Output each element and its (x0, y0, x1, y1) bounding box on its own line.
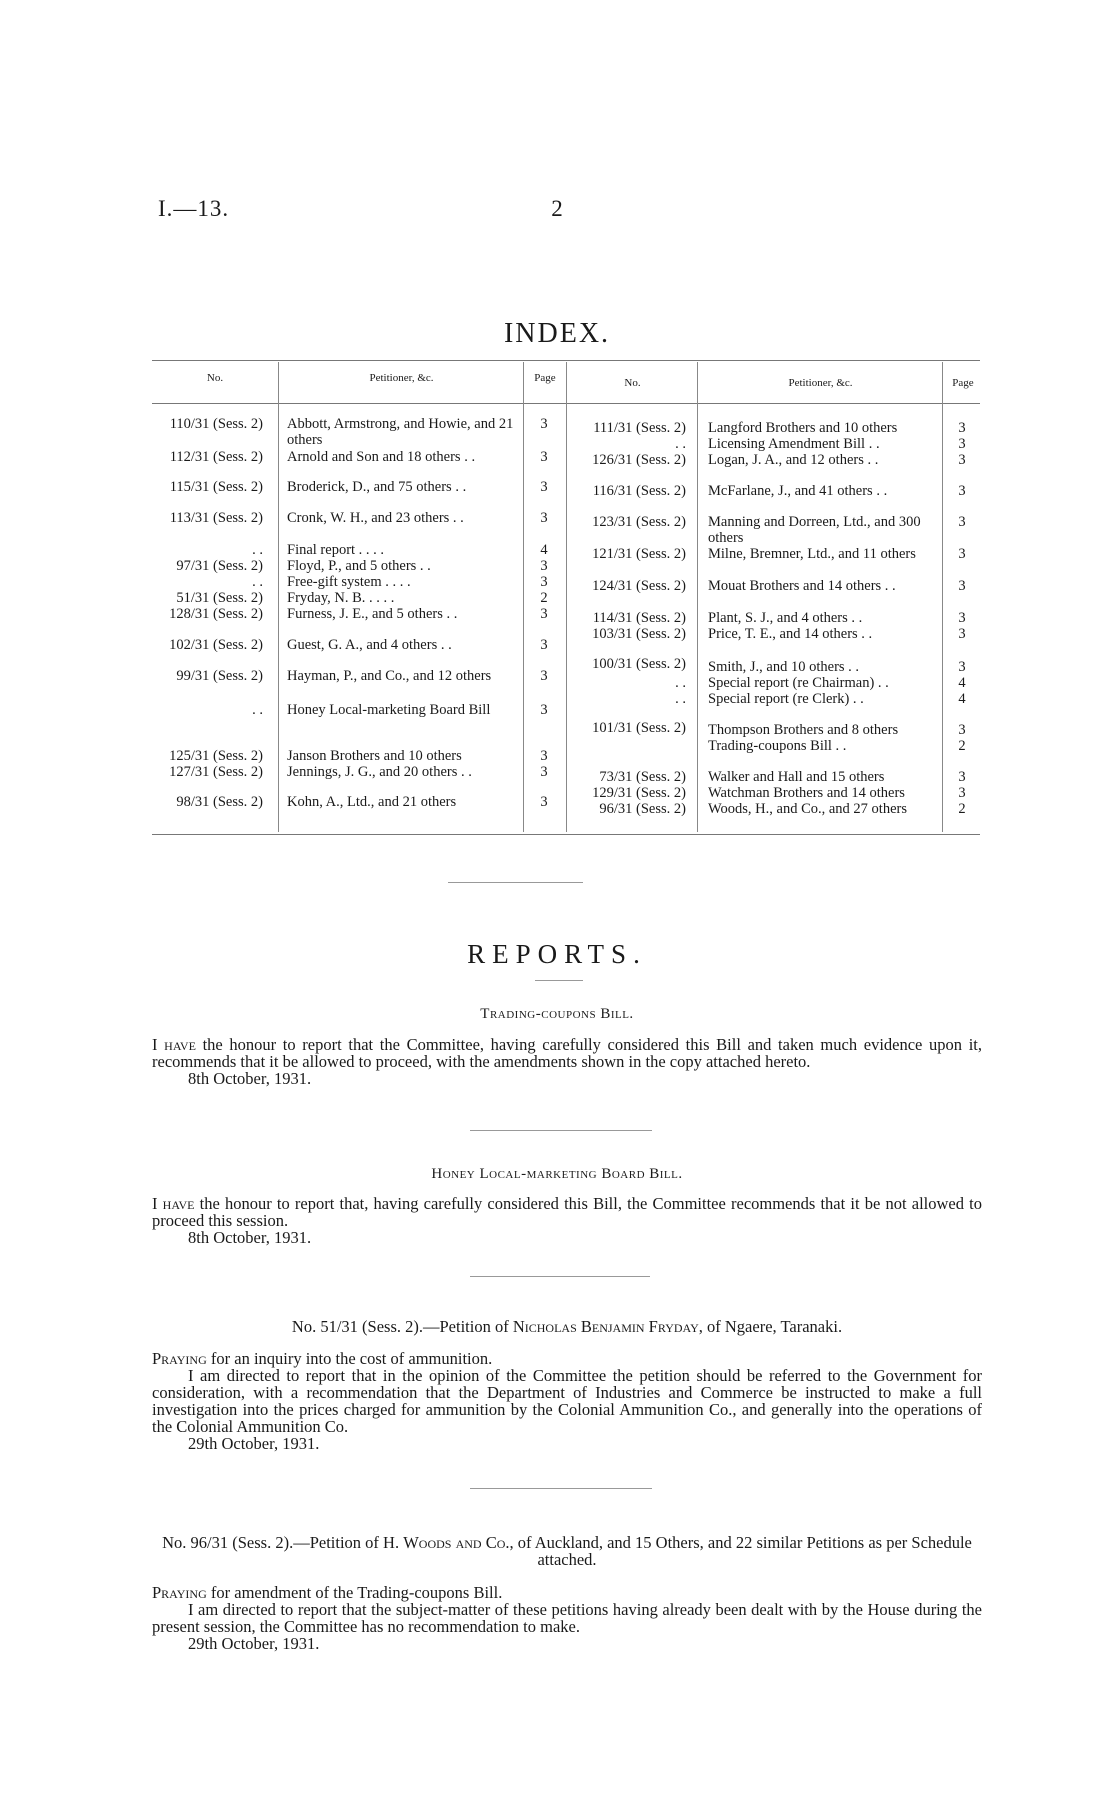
row-no: . . (252, 574, 263, 590)
row-petitioner: Smith, J., and 10 others . . (708, 659, 860, 675)
row-no: 101/31 (Sess. 2) (592, 720, 686, 736)
petitioner-name: Nicholas Benjamin Fryday (512, 1317, 699, 1336)
table-top-rule (152, 360, 980, 361)
lead-words: I have (152, 1035, 196, 1054)
heading-prefix: No. 51/31 (Sess. 2).—Petition of (291, 1317, 513, 1336)
col-header-page-right: Page (952, 377, 974, 389)
row-page: 2 (958, 801, 966, 817)
row-no: . . (252, 542, 263, 558)
lead-words: Praying (152, 1583, 207, 1602)
row-petitioner: Fryday, N. B. . . . . (287, 590, 395, 606)
row-petitioner: Free-gift system . . . . (287, 574, 411, 590)
row-petitioner: Special report (re Chairman) . . (708, 675, 889, 691)
row-petitioner: Plant, S. J., and 4 others . . (708, 610, 863, 626)
row-page: 3 (958, 452, 966, 468)
heading-prefix: No. 96/31 (Sess. 2).—Petition of H. (162, 1533, 404, 1552)
row-petitioner: Licensing Amendment Bill . . (708, 436, 880, 452)
row-petitioner: Arnold and Son and 18 others . . (287, 449, 476, 465)
row-petitioner: Mouat Brothers and 14 others . . (708, 578, 896, 594)
row-no: 123/31 (Sess. 2) (592, 514, 686, 530)
lead-words: Praying (152, 1349, 207, 1368)
row-page: 3 (540, 606, 548, 622)
row-no: 99/31 (Sess. 2) (176, 668, 263, 684)
section-divider (470, 1130, 652, 1131)
section-divider (470, 1276, 650, 1277)
col-divider (697, 362, 698, 832)
row-page: 3 (540, 748, 548, 764)
row-no: 98/31 (Sess. 2) (176, 794, 263, 810)
row-page: 3 (540, 574, 548, 590)
row-page: 3 (540, 794, 548, 810)
row-page: 3 (958, 578, 966, 594)
row-no: 113/31 (Sess. 2) (169, 510, 263, 526)
row-petitioner: Hayman, P., and Co., and 12 others (287, 668, 492, 684)
report-body: I am directed to report that the subject-matter of these petitions having already been dealt with by the House during the present session, the Committee has no recommendation to make. (152, 1600, 982, 1636)
row-no: 128/31 (Sess. 2) (169, 606, 263, 622)
heading-suffix: , of Ngaere, Taranaki. (698, 1317, 843, 1336)
report-date: 8th October, 1931. (188, 1228, 312, 1247)
row-petitioner: Trading-coupons Bill . . (708, 738, 847, 754)
heading-suffix: , of Auckland, and 15 Others, and 22 similar Petitions as per Schedule attached. (509, 1533, 972, 1569)
report-date: 8th October, 1931. (188, 1069, 312, 1088)
row-page: 3 (958, 659, 966, 675)
fryday-petition-report (152, 1350, 982, 1452)
row-petitioner: Woods, H., and Co., and 27 others (708, 801, 907, 817)
row-petitioner: McFarlane, J., and 41 others . . (708, 483, 888, 499)
col-divider (942, 362, 943, 832)
report-date: 29th October, 1931. (188, 1634, 320, 1653)
row-petitioner: Thompson Brothers and 8 others (708, 722, 899, 738)
row-page: 3 (958, 769, 966, 785)
row-page: 3 (540, 637, 548, 653)
trading-coupons-report (152, 1036, 982, 1087)
row-petitioner: Special report (re Clerk) . . (708, 691, 864, 707)
title-underline (535, 980, 583, 981)
row-page: 2 (958, 738, 966, 754)
row-petitioner: Furness, J. E., and 5 others . . (287, 606, 458, 622)
row-petitioner: Jennings, J. G., and 20 others . . (287, 764, 472, 780)
col-divider (566, 362, 567, 832)
row-no: 51/31 (Sess. 2) (176, 590, 263, 606)
section-divider (470, 1488, 652, 1489)
row-no: 114/31 (Sess. 2) (592, 610, 686, 626)
col-header-no-left: No. (206, 372, 224, 384)
row-no: 96/31 (Sess. 2) (599, 801, 686, 817)
row-petitioner: Kohn, A., Ltd., and 21 others (287, 794, 457, 810)
row-page: 3 (540, 510, 548, 526)
row-page: 3 (540, 702, 548, 718)
col-header-page-left: Page (534, 372, 556, 384)
index-title: INDEX. (503, 318, 611, 349)
table-bottom-rule (152, 834, 980, 835)
row-petitioner: Manning and Dorreen, Ltd., and 300 others (708, 514, 921, 546)
row-page: 3 (958, 722, 966, 738)
row-no: . . (675, 675, 686, 691)
row-petitioner: Milne, Bremner, Ltd., and 11 others (708, 546, 916, 562)
row-page: 4 (958, 675, 966, 691)
row-petitioner: Langford Brothers and 10 others (708, 420, 898, 436)
row-no: 103/31 (Sess. 2) (592, 626, 686, 642)
row-page: 4 (540, 542, 548, 558)
row-petitioner: Guest, G. A., and 4 others . . (287, 637, 452, 653)
document-reference: I.—13. (158, 196, 230, 221)
row-petitioner: Price, T. E., and 14 others . . (708, 626, 873, 642)
row-no: 102/31 (Sess. 2) (169, 637, 263, 653)
row-no: 115/31 (Sess. 2) (169, 479, 263, 495)
row-petitioner: Logan, J. A., and 12 others . . (708, 452, 879, 468)
row-page: 3 (540, 764, 548, 780)
row-petitioner: Watchman Brothers and 14 others (708, 785, 905, 801)
row-page: 3 (540, 449, 548, 465)
row-no: 111/31 (Sess. 2) (593, 420, 686, 436)
row-petitioner: Cronk, W. H., and 23 others . . (287, 510, 464, 526)
row-page: 3 (958, 420, 966, 436)
report-body: I am directed to report that in the opinion of the Committee the petition should be referred to the Government for consideration, with a recommendation that the Department of Industries and Commerce be instructed to make a full investigation into the prices charged for ammunition by the Colonial Ammunition Co., and generally into the operations of the Colonial Ammunition Co. (152, 1366, 982, 1436)
row-no: 73/31 (Sess. 2) (599, 769, 686, 785)
row-petitioner: Honey Local-marketing Board Bill (287, 702, 491, 718)
col-header-petitioner-right: Petitioner, &c. (788, 377, 853, 389)
woods-petition-report (152, 1584, 982, 1652)
row-page: 3 (958, 436, 966, 452)
report-body: the honour to report that, having carefully considered this Bill, the Committee recommends that it be not allowed to proceed this session. (152, 1194, 983, 1230)
section-divider (448, 882, 583, 883)
page-number: 2 (551, 196, 563, 221)
row-no: 100/31 (Sess. 2) (592, 656, 686, 672)
row-no: . . (675, 436, 686, 452)
row-no: 126/31 (Sess. 2) (592, 452, 686, 468)
col-header-no-right: No. (624, 377, 641, 389)
row-no: 127/31 (Sess. 2) (169, 764, 263, 780)
petitioner-name: Woods and Co. (403, 1533, 510, 1552)
row-page: 2 (540, 590, 548, 606)
row-page: 3 (958, 483, 966, 499)
col-divider (523, 362, 524, 832)
col-divider (278, 362, 279, 832)
praying-text: for amendment of the Trading-coupons Bill. (206, 1583, 503, 1602)
col-header-petitioner-left: Petitioner, &c. (369, 372, 434, 384)
reports-title: REPORTS. (467, 939, 647, 969)
row-page: 3 (958, 546, 966, 562)
row-no: 129/31 (Sess. 2) (592, 785, 686, 801)
fryday-petition-heading (152, 1318, 982, 1335)
praying-text: for an inquiry into the cost of ammunition. (206, 1349, 493, 1368)
woods-petition-heading (152, 1534, 982, 1568)
row-page: 3 (540, 416, 548, 432)
row-page: 3 (540, 558, 548, 574)
row-petitioner: Broderick, D., and 75 others . . (287, 479, 467, 495)
row-petitioner: Abbott, Armstrong, and Howie, and 21 others (287, 416, 514, 448)
row-no: 110/31 (Sess. 2) (169, 416, 263, 432)
row-page: 3 (958, 514, 966, 530)
row-page: 3 (540, 668, 548, 684)
row-petitioner: Janson Brothers and 10 others (287, 748, 462, 764)
report-date: 29th October, 1931. (188, 1434, 320, 1453)
row-no: 125/31 (Sess. 2) (169, 748, 263, 764)
trading-coupons-heading: Trading-coupons Bill. (480, 1006, 634, 1022)
row-no: . . (675, 691, 686, 707)
row-no: 112/31 (Sess. 2) (169, 449, 263, 465)
row-page: 3 (958, 785, 966, 801)
row-page: 4 (958, 691, 966, 707)
honey-bill-report (152, 1195, 982, 1246)
row-petitioner: Walker and Hall and 15 others (708, 769, 885, 785)
row-page: 3 (540, 479, 548, 495)
row-petitioner: Final report . . . . (287, 542, 385, 558)
row-no: 124/31 (Sess. 2) (592, 578, 686, 594)
honey-bill-heading: Honey Local-marketing Board Bill. (431, 1166, 683, 1182)
row-no: 116/31 (Sess. 2) (592, 483, 686, 499)
row-page: 3 (958, 610, 966, 626)
row-page: 3 (958, 626, 966, 642)
row-no: 97/31 (Sess. 2) (176, 558, 263, 574)
row-no: 121/31 (Sess. 2) (592, 546, 686, 562)
row-petitioner: Floyd, P., and 5 others . . (287, 558, 431, 574)
lead-words: I have (152, 1194, 195, 1213)
row-no: . . (252, 702, 263, 718)
report-body: the honour to report that the Committee, having carefully considered this Bill and taken much evidence upon it, recommends that it be allowed to proceed, with the amendments shown in the copy attached hereto. (152, 1035, 982, 1071)
